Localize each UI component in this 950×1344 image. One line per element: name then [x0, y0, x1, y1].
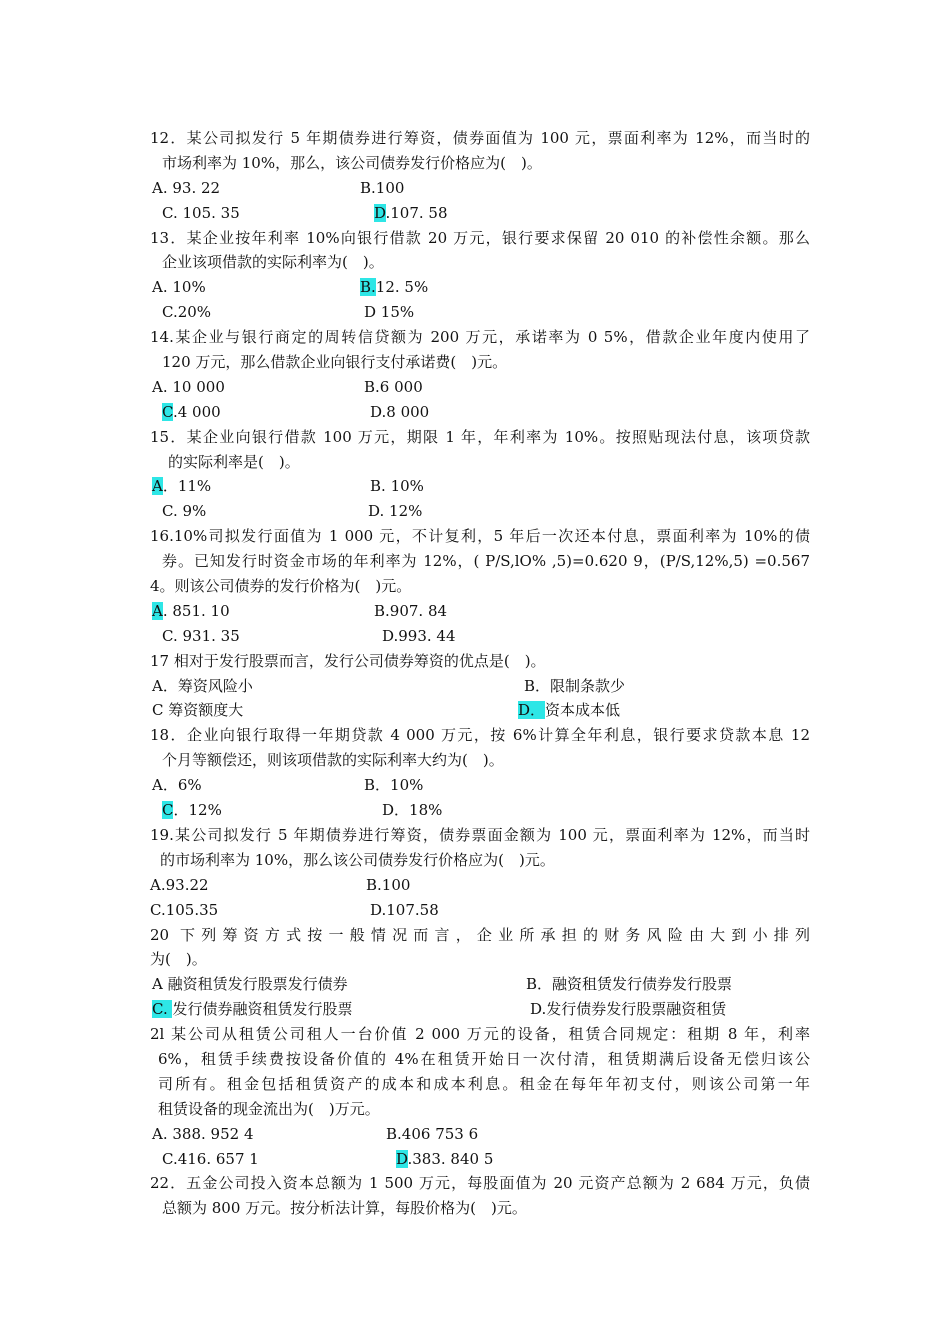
option-text: 9% [177, 502, 207, 521]
option-key: D. [370, 900, 387, 919]
question-text-line: 为( )。 [150, 950, 207, 969]
option-key: A． [152, 776, 178, 795]
question-block [150, 226, 810, 326]
option-key: A. [152, 278, 168, 297]
answer-option [518, 698, 620, 723]
option-text: ．12% [173, 801, 222, 820]
option-text: 10% [167, 278, 206, 297]
option-key: A. [152, 377, 168, 396]
option-key: C. [162, 1149, 178, 1168]
option-key: C [152, 701, 169, 720]
answer-option [364, 300, 414, 325]
option-key: B. [364, 377, 380, 396]
highlighted-answer-key: C. [152, 1000, 173, 1019]
answer-option [364, 773, 423, 798]
question-text-line: 20 下列筹资方式按一般情况而言，企业所承担的财务风险由大到小排列 [150, 925, 810, 944]
option-text: 907. 84 [389, 601, 448, 620]
option-key: D. [382, 626, 399, 645]
option-key: D． [382, 801, 410, 820]
answer-option [162, 798, 222, 823]
answer-option [162, 201, 240, 226]
option-text: .4 000 [172, 402, 221, 421]
option-key: B. [360, 178, 376, 197]
question-text-line: 22．五金公司投入资本总额为 1 500 万元，每股面值为 20 元资产总额为 2 684 万元，负债 [150, 1174, 810, 1193]
answer-option [368, 499, 422, 524]
question-list [150, 126, 810, 1221]
option-text: 筹资风险小 [177, 676, 253, 695]
answer-option [360, 176, 404, 201]
option-text: 资本成本低 [545, 701, 621, 720]
answer-option [152, 176, 220, 201]
answer-option [524, 674, 625, 699]
options-row [150, 698, 810, 723]
question-text-line: 13．某企业按年利率 10%向银行借款 20 万元，银行要求保留 20 010 的补偿性余额。那么 [150, 228, 810, 247]
question-text-line: 个月等额偿还，则该项借款的实际利率大约为( )。 [162, 751, 504, 770]
answer-option [370, 474, 424, 499]
highlighted-answer-key: C [162, 801, 174, 820]
option-key: B． [524, 676, 551, 695]
question-text-line: 的实际利率是( )。 [168, 452, 300, 471]
option-key: B． [364, 776, 391, 795]
highlighted-answer-key: C [162, 402, 173, 421]
options-row [150, 1122, 810, 1147]
option-key: C. [162, 203, 178, 222]
answer-option [370, 898, 439, 923]
option-key: C. [162, 303, 178, 322]
option-text: 107.58 [386, 900, 439, 919]
options-row [150, 300, 810, 325]
option-text: 6% [177, 776, 202, 795]
option-text: 10% [385, 477, 424, 496]
question-block [150, 723, 810, 823]
question-text-line: 6%，租赁手续费按设备价值的 4%在租赁开始日一次付清，租赁期满后设备无偿归该公 [158, 1049, 810, 1068]
answer-option [360, 275, 428, 300]
answer-option [162, 300, 211, 325]
option-text: 100 [381, 875, 411, 894]
options-row [150, 275, 810, 300]
answer-option [364, 375, 423, 400]
option-key: D. [368, 502, 385, 521]
question-text-line: 120 万元，那么借款企业向银行支付承诺费( )元。 [162, 353, 508, 372]
option-text: 15% [376, 303, 415, 322]
question-text-line: 租赁设备的现金流出为( )万元。 [158, 1099, 380, 1118]
option-key: B． [526, 975, 553, 994]
question-block [150, 524, 810, 648]
option-text: 93. 22 [167, 178, 221, 197]
answer-option [526, 972, 732, 997]
highlighted-answer-key: A [152, 601, 163, 620]
option-key: C. [162, 626, 178, 645]
highlighted-answer-key: B. [360, 278, 376, 297]
answer-option [152, 698, 243, 723]
option-text: 10 000 [167, 377, 225, 396]
option-text: 筹资额度大 [168, 701, 244, 720]
answer-option [382, 798, 442, 823]
option-key: D. [370, 402, 387, 421]
options-row [150, 474, 810, 499]
option-text: 8 000 [386, 402, 430, 421]
question-text-line: 司所有。租金包括租赁资产的成本和成本利息。租金在每年年初支付，则该公司第一年 [158, 1074, 810, 1093]
answer-option [162, 400, 221, 425]
question-text-line: 总额为 800 万元。按分析法计算，每股价格为( )元。 [162, 1199, 527, 1218]
options-row [150, 499, 810, 524]
answer-option [374, 201, 448, 226]
question-block [150, 1022, 810, 1171]
options-row [150, 898, 810, 923]
options-row [150, 773, 810, 798]
option-key: B. [386, 1124, 402, 1143]
question-block [150, 649, 810, 724]
option-key: A. [152, 178, 168, 197]
answer-option [152, 474, 211, 499]
answer-option [152, 599, 230, 624]
options-row [150, 798, 810, 823]
question-block [150, 325, 810, 425]
answer-option [152, 275, 206, 300]
question-text-line: 19.某公司拟发行 5 年期债券进行筹资，债券票面金额为 100 元，票面利率为 12%，而当时 [150, 825, 810, 844]
question-text-line: 14.某企业与银行商定的周转信贷额为 200 万元，承诺率为 0 5%，借款企业年度内使用了 [150, 328, 810, 347]
option-text: 融资租赁发行债券发行股票 [552, 975, 733, 994]
answer-option [152, 375, 225, 400]
options-row [150, 400, 810, 425]
option-text: 6 000 [379, 377, 423, 396]
answer-option [162, 1147, 259, 1172]
option-text: .383. 840 5 [407, 1149, 494, 1168]
answer-option [374, 599, 447, 624]
option-key: D. [530, 1000, 547, 1019]
highlighted-answer-key: D [374, 203, 386, 222]
option-key: A. [152, 1124, 168, 1143]
option-text: 12% [384, 502, 423, 521]
answer-option [152, 1122, 254, 1147]
option-text: 93.22 [165, 875, 209, 894]
question-block [150, 425, 810, 525]
question-text-line: 券。已知发行时资金市场的年利率为 12%，( P/S,lO% ,5)=0.620 9，(P/S,12%,5) =0.567 [162, 552, 810, 571]
answer-option [150, 873, 209, 898]
option-key: C. [150, 900, 166, 919]
option-text: 993. 44 [398, 626, 456, 645]
option-key: A． [152, 676, 178, 695]
option-text: 发行债券发行股票融资租赁 [546, 1000, 727, 1019]
answer-option [152, 972, 348, 997]
option-text: 发行债券融资租赁发行股票 [172, 1000, 353, 1019]
answer-option [366, 873, 410, 898]
answer-option [386, 1122, 478, 1147]
options-row [150, 972, 810, 997]
option-key: A [152, 975, 168, 994]
options-row [150, 599, 810, 624]
options-row [150, 873, 810, 898]
options-row [150, 201, 810, 226]
options-row [150, 1147, 810, 1172]
question-text-line: 的市场利率为 10%，那么该公司债券发行价格应为( )元。 [160, 850, 555, 869]
option-key: C. [162, 502, 178, 521]
option-key: B. [370, 477, 386, 496]
answer-option [162, 499, 206, 524]
question-text-line: 4。则该公司债券的发行价格为( )元。 [150, 577, 412, 596]
question-block [150, 923, 810, 1023]
options-row [150, 624, 810, 649]
option-key: D [364, 303, 377, 322]
answer-option [396, 1147, 493, 1172]
option-text: 105.35 [165, 900, 219, 919]
question-text-line: 12．某公司拟发行 5 年期债券进行筹资，债券面值为 100 元，票面利率为 12%，而当时的 [150, 129, 810, 147]
answer-option [152, 674, 253, 699]
option-text: 12. 5% [375, 278, 429, 297]
options-row [150, 375, 810, 400]
answer-option [152, 997, 353, 1022]
question-block [150, 823, 810, 923]
option-text: . 851. 10 [162, 601, 230, 620]
option-text: .107. 58 [385, 203, 448, 222]
option-text: 931. 35 [177, 626, 240, 645]
option-text: 100 [375, 178, 405, 197]
answer-option [370, 400, 429, 425]
options-row [150, 674, 810, 699]
answer-option [382, 624, 456, 649]
option-text: 406 753 6 [401, 1124, 479, 1143]
highlighted-answer-key: D [396, 1149, 408, 1168]
question-text-line: 市场利率为 10%，那么，该公司债券发行价格应为( )。 [162, 153, 542, 172]
question-text-line: 2l 某公司从租赁公司租人一台价值 2 000 万元的设备，租赁合同规定：租期 8 年，利率 [150, 1025, 810, 1044]
question-text-line: 18．企业向银行取得一年期贷款 4 000 万元，按 6%计算全年利息，银行要求贷款本息 12 [150, 726, 810, 745]
answer-option [150, 898, 218, 923]
question-text-line: 16.10%司拟发行面值为 1 000 元，不计复利，5 年后一次还本付息，票面利率为 10%的债 [150, 527, 810, 546]
option-key: B. [374, 601, 390, 620]
option-text: 融资租赁发行股票发行债券 [167, 975, 348, 994]
question-block [150, 126, 810, 226]
question-text-line: 17 相对于发行股票而言，发行公司债券筹资的优点是( )。 [150, 651, 546, 670]
option-text: 416. 657 1 [177, 1149, 259, 1168]
option-text: 10% [390, 776, 424, 795]
option-text: 105. 35 [177, 203, 240, 222]
option-key: A. [150, 875, 166, 894]
question-text-line: 15．某企业向银行借款 100 万元，期限 1 年，年利率为 10%。按照贴现法付息，该项贷款 [150, 427, 810, 446]
question-block [150, 1171, 810, 1221]
highlighted-answer-key: A [152, 477, 163, 496]
option-text: ．11% [162, 477, 212, 496]
highlighted-answer-key: D． [518, 701, 546, 720]
option-text: 18% [409, 801, 443, 820]
option-text: 限制条款少 [550, 676, 626, 695]
options-row [150, 176, 810, 201]
answer-option [162, 624, 240, 649]
question-text-line: 企业该项借款的实际利率为( )。 [162, 253, 384, 272]
option-text: 388. 952 4 [167, 1124, 254, 1143]
answer-option [152, 773, 202, 798]
options-row [150, 997, 810, 1022]
option-key: B. [366, 875, 382, 894]
answer-option [530, 997, 726, 1022]
option-text: 20% [177, 303, 212, 322]
